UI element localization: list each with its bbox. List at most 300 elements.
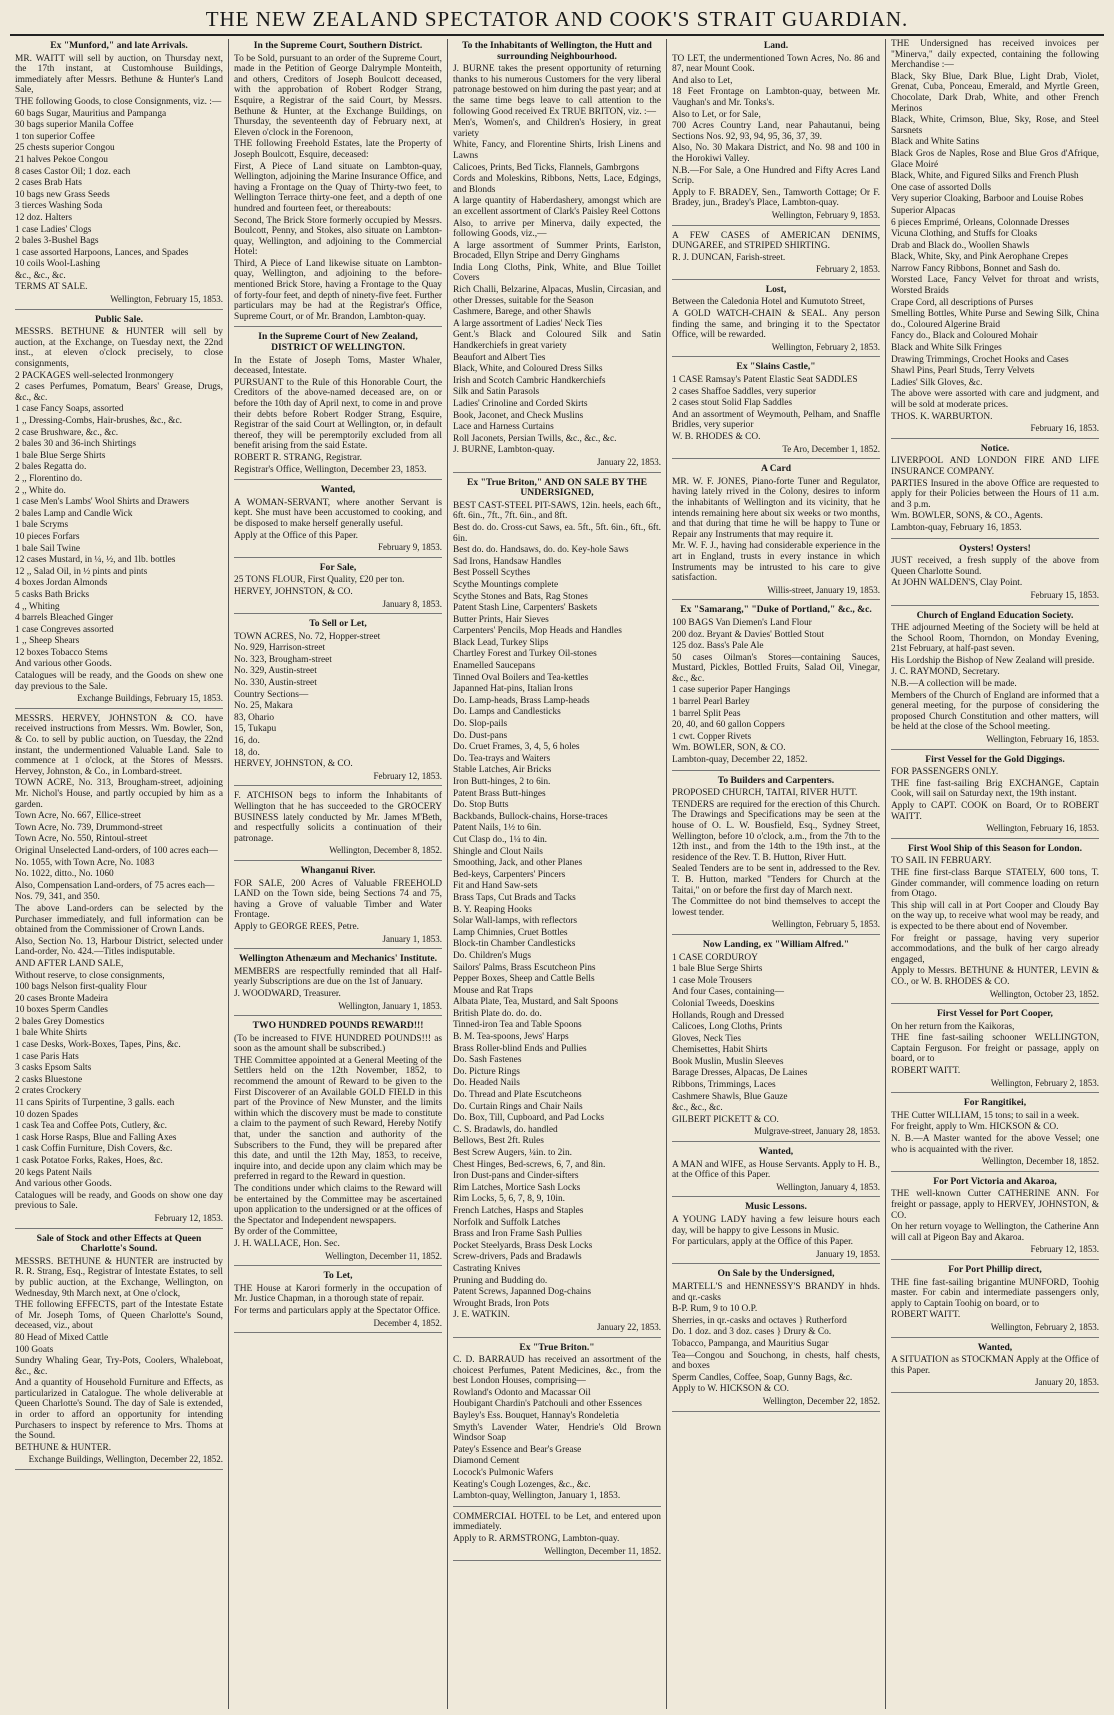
advertisement <box>234 1021 442 1266</box>
ad-text: Butter Prints, Hair Sieves <box>453 614 549 625</box>
ad-text: TERMS AT SALE. <box>15 282 88 293</box>
ad-text: 5 casks Bath Bricks <box>15 589 90 600</box>
ad-text: 2 cases Shaffoe Saddles, very superior <box>672 386 817 397</box>
ad-dateline: Wellington, December 11, 1852. <box>325 1250 442 1261</box>
ad-heading: Wanted, <box>320 484 356 496</box>
ad-text: Irish and Scotch Cambric Handkerchiefs <box>453 375 606 386</box>
ad-text: Smelling Bottles, White Purse and Sewing Silk, China do., Coloured Algerine Braid <box>891 309 1099 330</box>
ad-text: Rim Latches, Mortice Sash Locks <box>453 1182 581 1193</box>
column-4 <box>667 39 886 1709</box>
ad-text: Rowland's Odonto and Macassar Oil <box>453 1387 591 1398</box>
ad-heading: Oysters! Oysters! <box>959 542 1031 554</box>
ad-text: Fit and Hand Saw-sets <box>453 881 538 892</box>
ad-text: On her return from the Kaikoras, <box>891 1021 1015 1032</box>
advertisement <box>453 1343 661 1507</box>
ad-text: Book Muslin, Muslin Sleeves <box>672 1056 784 1067</box>
ad-text: In the Estate of Joseph Toms, Master Whaler, deceased, Intestate. <box>234 355 442 377</box>
advertisement <box>234 954 442 1016</box>
ad-text: 60 bags Sugar, Mauritius and Pampanga <box>15 108 167 119</box>
ad-text: Apply at the Office of this Paper. <box>234 530 359 541</box>
ad-text: Do. Tea-trays and Waiters <box>453 753 551 764</box>
ad-text: MESSRS. BETHUNE & HUNTER are instructed by R. R. Strang, Esq., Registrar of Intestate Estates, to sell by public auction, at the Exchange, Wellington, on Wednesday, 9th March next, at One o'clock, <box>15 1256 223 1299</box>
ad-text: 1 case assorted Harpoons, Lances, and Spades <box>15 247 189 258</box>
ad-text: Do. Dust-pans <box>453 730 508 741</box>
ad-heading: Wanted, <box>977 1341 1013 1353</box>
ad-heading: Now Landing, ex "William Alfred." <box>702 938 850 950</box>
ad-dateline: February 16, 1853. <box>1030 423 1099 434</box>
ad-dateline: February 12, 1853. <box>1030 1244 1099 1255</box>
advertisement <box>453 1512 661 1561</box>
ad-text: ROBERT R. STRANG, Registrar. <box>234 452 362 463</box>
ad-text: 4 ,, Whiting <box>15 601 60 612</box>
ad-heading: To Builders and Carpenters. <box>717 774 835 786</box>
ad-text: 2 ,, Florentino do. <box>15 473 83 484</box>
advertisement <box>891 39 1099 439</box>
ad-text: Smoothing, Jack, and other Planes <box>453 858 583 869</box>
ad-text: Calicoes, Long Cloths, Prints <box>672 1022 783 1033</box>
ad-text: FOR SALE, 200 Acres of Valuable FREEHOLD LAND on the Town side, being Sections 74 and 75, having a Grove of valuable Timber and Water Frontage. <box>234 878 442 921</box>
ad-text: 2 crates Crockery <box>15 1086 82 1097</box>
ad-text: Scythe Stones and Bats, Rag Stones <box>453 591 588 602</box>
ad-text: Norfolk and Suffolk Latches <box>453 1217 561 1228</box>
ad-text: J. H. WALLACE, Hon. Sec. <box>234 1238 340 1249</box>
column-5 <box>886 39 1104 1709</box>
ad-text: THE Committee appointed at a General Meeting of the Settlers held on the 12th November, 1852, to recommend the amount of Reward to be given to the First Discoverer of an Available GOLD FIELD in this part of the Province of New Munster, and the limits within which the discovery must be made to constitute a claim to the payment of such Reward, Hereby Notify that, under the sanction and authority of the Subscribers to the Fund, they will be prepared after this date, and until the 12th May, 1853, to receive, inquire into, and decide upon any claim which may be preferred in regard to the Reward in question. <box>234 1055 442 1183</box>
ad-text: HERVEY, JOHNSTON, & CO. <box>234 586 353 597</box>
ad-dateline: Wellington, February 16, 1853. <box>986 823 1099 834</box>
ad-text: Also, to arrive per Minerva, daily expected, the following Goods, viz.,— <box>453 218 661 240</box>
ad-text: Tinned-iron Tea and Table Spoons <box>453 1020 582 1031</box>
ad-text: Brass Roller-blind Ends and Pullies <box>453 1043 587 1054</box>
ad-text: Mr. W. F. J., having had considerable experience in the art in England, trusts in every instance in which Instruments may be intrusted to his care to give satisfaction. <box>672 541 880 584</box>
advertisement <box>672 1202 880 1264</box>
ad-text: Solar Wall-lamps, with reflectors <box>453 916 578 927</box>
advertisement <box>672 1147 880 1197</box>
advertisement <box>672 605 880 770</box>
ad-text: Between the Caledonia Hotel and Kumutoto Street, <box>672 297 865 308</box>
ad-text: 1 case superior Paper Hangings <box>672 685 791 696</box>
ad-text: No. 1022, ditto., No. 1060 <box>15 869 114 880</box>
ad-text: HERVEY, JOHNSTON, & CO. <box>234 759 353 770</box>
ad-text: 11 cans Spirits of Turpentine, 3 galls. each <box>15 1098 175 1109</box>
ad-text: R. J. DUNCAN, Farish-street. <box>672 252 786 263</box>
ad-text: Houbigant Chardin's Patchouli and other Essences <box>453 1399 642 1410</box>
ad-heading: Music Lessons. <box>745 1201 807 1213</box>
ad-text: Very superior Cloaking, Barboor and Louise Robes <box>891 194 1084 205</box>
ad-text: Tea—Congou and Souchong, in chests, half chests, and boxes <box>672 1350 880 1372</box>
ad-text: THE fine fast-sailing Brig EXCHANGE, Captain Cook, will sail on Saturday next, the 19th instant. <box>891 778 1099 800</box>
ad-dateline: Wellington, February 2, 1853. <box>990 1077 1099 1088</box>
ad-heading: For Port Phillip direct, <box>948 1263 1042 1275</box>
ad-text: 2 case Brushware, &c., &c. <box>15 427 119 438</box>
ad-heading: Lost, <box>765 283 787 295</box>
ad-text: Drawing Trimmings, Crochet Hooks and Cases <box>891 354 1069 365</box>
ad-text: THE House at Karori formerly in the occupation of Mr. Justice Chapman, in a thorough state of repair. <box>234 1283 442 1305</box>
advertisement <box>453 41 661 473</box>
ad-text: And an assortment of Weymouth, Pelham, and Snaffle Bridles, very superior <box>672 409 880 431</box>
ad-text: 100 bags Nelson first-quality Flour <box>15 982 147 993</box>
ad-text: For terms and particulars apply at the Spectator Office. <box>234 1305 441 1316</box>
ad-heading: First Vessel for the Gold Diggings. <box>925 753 1065 765</box>
ad-text: Hollands, Rough and Dressed <box>672 1010 784 1021</box>
ad-dateline: February 12, 1853. <box>154 1212 223 1223</box>
ad-text: The above Land-orders can be selected by the Purchaser immediately, and full information can be obtained from the Commissioner of Crown Lands. <box>15 903 223 936</box>
ad-dateline: Wellington, December 8, 1852. <box>329 845 442 856</box>
ad-text: 1 bale Blue Serge Shirts <box>15 450 106 461</box>
ad-text: Black, White, Crimson, Blue, Sky, Rose, and Steel Sarsnets <box>891 115 1099 136</box>
ad-text: Without reserve, to close consignments, <box>15 970 165 981</box>
ad-text: Mouse and Rat Traps <box>453 985 533 996</box>
ad-dateline: February 9, 1853. <box>378 542 442 553</box>
ad-text: Sundry Whaling Gear, Try-Pots, Coolers, Whaleboat, &c., &c. <box>15 1356 223 1377</box>
ad-text: First, A Piece of Land situate on Lambton-quay, Wellington, adjoining the Marine Insurance Office, and having a Frontage on the Quay of Thirty-two feet, to Wellington Terrace thirty-one feet, and a depth of one hundred and fourteen feet, or thereabouts: <box>234 161 442 214</box>
advertisement <box>453 478 661 1338</box>
ad-text: Catalogues will be ready, and the Goods on shew one day previous to the Sale. <box>15 671 223 692</box>
ad-dateline: Exchange Buildings, February 15, 1853. <box>77 693 223 704</box>
ad-text: Enamelled Saucepans <box>453 661 535 672</box>
ad-text: Original Unselected Land-orders, of 100 acres each— <box>15 845 218 856</box>
ad-text: Catalogues will be ready, and Goods on show one day previous to Sale. <box>15 1190 223 1212</box>
ad-text: ROBERT WAITT. <box>891 1310 961 1321</box>
ad-text: French Latches, Hasps and Staples <box>453 1205 584 1216</box>
ad-text: Gloves, Neck Ties <box>672 1033 742 1044</box>
ad-dateline: Wellington, December 11, 1852. <box>544 1545 661 1556</box>
ad-text: Black, White, Sky, and Pink Aerophane Crepes <box>891 252 1069 263</box>
column-3 <box>448 39 667 1709</box>
ad-text: C. S. Bradawls, do. handled <box>453 1124 558 1135</box>
ad-text: J. E. WATKIN. <box>453 1310 510 1321</box>
ad-text: A large assortment of Summer Prints, Earlston, Brocaded, Ellyn Stripe and Derry Ginghams <box>453 240 661 262</box>
ad-dateline: Wellington, December 18, 1852. <box>981 1156 1099 1167</box>
ad-text: Bed-keys, Carpenters' Pincers <box>453 869 566 880</box>
ad-text: TO LET, the undermentioned Town Acres, No. 86 and 87, near Mount Cook. <box>672 53 880 75</box>
ad-text: Iron Dust-pans and Cinder-sifters <box>453 1171 579 1182</box>
advertisement <box>234 1271 442 1333</box>
ad-text: &c., &c., &c. <box>15 270 66 281</box>
ad-heading: Church of England Education Society. <box>916 609 1074 621</box>
ad-text: Also, No. 30 Makara District, and No. 98 and 100 in the Horokiwi Valley. <box>672 143 880 164</box>
ad-text: Brass Taps, Cut Brads and Tacks <box>453 892 576 903</box>
ad-text: Chartley Forest and Turkey Oil-stones <box>453 649 597 660</box>
ad-text: A SITUATION as STOCKMAN Apply at the Office of this Paper. <box>891 1355 1099 1376</box>
ad-text: 25 chests superior Congou <box>15 143 115 154</box>
advertisement <box>672 362 880 459</box>
ad-text: N.B.—For Sale, a One Hundred and Fifty Acres Land Scrip. <box>672 165 880 187</box>
ad-text: Rim Locks, 5, 6, 7, 8, 9, 10in. <box>453 1194 565 1205</box>
ad-dateline: Wellington, October 23, 1852. <box>989 988 1099 999</box>
ad-text: 1 CASE Ramsay's Patent Elastic Seat SADDLES <box>672 375 858 386</box>
ad-text: A WOMAN-SERVANT, where another Servant is kept. She must have been accustomed to cooking, and be disposed to make herself generally useful. <box>234 497 442 529</box>
ad-text: Nos. 79, 341, and 350. <box>15 892 100 903</box>
ad-text: W. B. RHODES & CO. <box>672 432 761 442</box>
advertisement <box>672 1269 880 1411</box>
advertisement <box>15 1234 223 1470</box>
ad-text: GILBERT PICKETT & CO. <box>672 1114 779 1125</box>
ad-text: Best Screw Augers, ¼in. to 2in. <box>453 1148 572 1158</box>
ad-heading: Ex "True Briton." <box>519 1341 595 1353</box>
ad-text: 2 ,, White do. <box>15 485 66 496</box>
ad-text: Best do. do. Cross-cut Saws, ea. 5ft., 5ft. 6in., 6ft., 6ft. 6in. <box>453 522 661 544</box>
advertisement <box>891 1177 1099 1260</box>
ad-text: B-P. Rum, 9 to 10 O.P. <box>672 1304 758 1315</box>
ad-text: Third, A Piece of Land likewise situate on Lambton-quay, Wellington, and adjoining to the before-mentioned Brick Store, having a Frontage to the Quay of forty-four feet, and depth of ninety-five feet. Further particulars may be had at the Registrar's Office, Supreme Court, or of Mr. Brandon, Lambton-quay. <box>234 258 442 322</box>
ad-text: Shingle and Clout Nails <box>453 846 543 857</box>
ad-heading: In the Supreme Court of New Zealand, DISTRICT OF WELLINGTON. <box>258 331 418 354</box>
ad-text: THE adjourned Meeting of the Society will be held at the School Room, Thorndon, on Monday Evening, 21st February, at half-past seven. <box>891 623 1099 655</box>
ad-text: Barage Dresses, Alpacas, De Laines <box>672 1068 808 1079</box>
ad-text: 1 cask Tea and Coffee Pots, Cutlery, &c. <box>15 1121 167 1132</box>
ad-text: Carpenters' Pencils, Mop Heads and Handles <box>453 626 622 637</box>
ad-text: Sailors' Palms, Brass Escutcheon Pins <box>453 962 596 973</box>
ad-text: 18 Feet Frontage on Lambton-quay, between Mr. Vaughan's and Mr. Tonks's. <box>672 87 880 108</box>
ad-text: Superior Alpacas <box>891 205 956 216</box>
ad-text: Patey's Essence and Bear's Grease <box>453 1444 582 1455</box>
masthead-rule <box>10 34 1104 36</box>
ad-heading: TWO HUNDRED POUNDS REWARD!!! <box>252 1020 424 1032</box>
ad-text: Also to Let, or for Sale, <box>672 109 761 120</box>
ad-text: Black Gros de Naples, Rose and Blue Gros d'Afrique, Glace Moiré <box>891 148 1099 170</box>
ad-text: Pruning and Budding do. <box>453 1275 548 1286</box>
ad-text: 10 pieces Forfars <box>15 531 80 542</box>
ad-text: &c., &c., &c. <box>672 1103 723 1114</box>
column-1 <box>10 39 229 1709</box>
ad-text: Tobacco, Pampanga, and Mauritius Sugar <box>672 1338 829 1349</box>
ad-text: J. BURNE, Lambton-quay. <box>453 445 555 456</box>
ad-dateline: Wellington, February 2, 1853. <box>771 341 880 352</box>
ad-text: 700 Acres Country Land, near Pahautanui, being Sections Nos. 92, 93, 94, 95, 36, 37, 39. <box>672 121 880 142</box>
ad-text: 10 boxes Sperm Candles <box>15 1005 108 1016</box>
ad-text: And also to Let, <box>672 75 733 86</box>
ad-text: Rich Challi, Belzarine, Alpacas, Muslin, Circasian, and other Dresses, suitable for the Season <box>453 285 661 306</box>
ad-text: 8 cases Castor Oil; 1 doz. each <box>15 166 131 177</box>
ad-text: 10 dozen Spades <box>15 1109 79 1120</box>
ad-text: 20, 40, and 60 gallon Coppers <box>672 720 785 731</box>
ad-text: Town Acre, No. 550, Rintoul-street <box>15 834 148 845</box>
ad-text: Town Acre, No. 739, Drummond-street <box>15 822 163 833</box>
ad-text: 1 cask Coffin Furniture, Dish Covers, &c. <box>15 1144 173 1155</box>
ad-text: Sperm Candles, Coffee, Soap, Gunny Bags, &c. <box>672 1372 853 1383</box>
ad-text: Backbands, Bullock-chains, Horse-traces <box>453 811 608 822</box>
ad-dateline: Wellington, February 2, 1853. <box>990 1321 1099 1332</box>
ad-text: Do. Curtain Rings and Chair Nails <box>453 1101 583 1112</box>
advertisement <box>891 1009 1099 1093</box>
ad-text: Keating's Cough Lozenges, &c., &c. <box>453 1479 591 1490</box>
ad-text: Lace and Harness Curtains <box>453 422 554 433</box>
ad-text: 1 case Paris Hats <box>15 1051 79 1062</box>
ad-text: 1 case Men's Lambs' Wool Shirts and Drawers <box>15 497 190 508</box>
ad-text: N. B.—A Master wanted for the above Vessel; one who is acquainted with the river. <box>891 1134 1099 1155</box>
ad-text: THE Undersigned has received invoices per "Minerva," daily expected, containing the following Merchandise :— <box>891 39 1099 71</box>
ad-text: B. Y. Reaping Hooks <box>453 904 532 915</box>
ad-text: ROBERT WAITT. <box>891 1066 961 1077</box>
ad-text: MESSRS. HERVEY, JOHNSTON & CO. have received instructions from Messrs. Wm. Bowler, Son, & Co. to sell by public auction, on Tuesday, the 22nd instant, the undermentioned Valuable Land. Sale to commence at 1 o'clock, at the Stores of Messrs. Hervey, Johnston, & Co., in Lombard-street. <box>15 713 223 777</box>
ad-text: TOWN ACRES, No. 72, Hopper-street <box>234 631 381 642</box>
ad-text: Cords and Moleskins, Ribbons, Netts, Lace, Edgings, and Blonds <box>453 174 661 195</box>
ad-heading: To Sell or Let, <box>309 618 367 630</box>
ad-text: Registrar's Office, Wellington, December 23, 1853. <box>234 464 427 475</box>
ad-text: No. 25, Makara <box>234 701 293 712</box>
ad-dateline: December 4, 1852. <box>373 1317 442 1328</box>
ad-text: Shawl Pins, Pearl Studs, Terry Velvets <box>891 366 1035 377</box>
ad-text: JUST received, a fresh supply of the above from Queen Charlotte Sound. <box>891 556 1099 577</box>
ad-text: Colonial Tweeds, Doeskins <box>672 998 775 1009</box>
ad-text: 1 case Fancy Soaps, assorted <box>15 404 124 415</box>
ad-text: Apply to F. BRADEY, Sen., Tamworth Cottage; Or F. Bradey, jun., Bradey's Place, Lambton-quay. <box>672 187 880 209</box>
advertisement <box>891 1343 1099 1393</box>
ad-text: THOS. K. WARBURTON. <box>891 411 993 422</box>
ad-text: Chest Hinges, Bed-screws, 6, 7, and 8in. <box>453 1159 606 1170</box>
ad-heading: Ex "Munford," and late Arrivals. <box>50 40 188 51</box>
ad-text: Members of the Church of England are informed that a general meeting, for the purpose of considering the proposed Church Constitution and other matters, will be held at the close of the School meeting. <box>891 690 1099 733</box>
ad-text: And a quantity of Household Furniture and Effects, as particularized in Catalogue. The whole deliverable at Queen Charlotte's Sound. The day of Sale is extended, in order to afford an opportunity for intending Purchasers to inspect by reference to Mrs. Thoms at the Sound. <box>15 1378 223 1442</box>
ad-text: THE Cutter WILLIAM, 15 tons; to sail in a week. <box>891 1110 1080 1121</box>
advertisement <box>672 41 880 226</box>
ad-dateline: Wellington, February 16, 1853. <box>986 734 1099 745</box>
ad-text: Do. Box, Till, Cupboard, and Pad Locks <box>453 1113 605 1124</box>
ad-text: Wm. BOWLER, SONS, & CO., Agents. <box>891 511 1043 522</box>
advertisement <box>234 619 442 786</box>
ad-text: For particulars, apply at the Office of this Paper. <box>672 1237 854 1248</box>
advertisement <box>234 563 442 614</box>
ad-heading: Wellington Athenæum and Mechanics' Institute. <box>238 953 438 965</box>
ad-text: British Plate do. do. do. <box>453 1008 542 1019</box>
ad-heading: For Sale, <box>319 561 357 573</box>
ad-text: One case of assorted Dolls <box>891 182 991 193</box>
ad-text: Do. Lamp-heads, Brass Lamp-heads <box>453 695 590 706</box>
ad-text: Do. Thread and Plate Escutcheons <box>453 1090 582 1101</box>
ad-text: 1 cwt. Copper Rivets <box>672 731 752 742</box>
ad-text: Do. Headed Nails <box>453 1078 520 1089</box>
ad-text: 2 PACKAGES well-selected Ironmongery <box>15 370 174 381</box>
ad-text: 25 TONS FLOUR, First Quality, £20 per ton. <box>234 575 405 586</box>
ad-text: For freight or passage, having very superior accommodations, and the bulk of her cargo already engaged, <box>891 933 1099 965</box>
ad-text: 2 casks Bluestone <box>15 1074 83 1085</box>
ad-text: J. WOODWARD, Treasurer. <box>234 988 341 999</box>
ad-text: The conditions under which claims to the Reward will be entertained by the Committee may be ascertained upon application to the undersigned or at the offices of the Spectator and Independent newspapers. <box>234 1184 442 1226</box>
ad-dateline: February 12, 1853. <box>373 770 442 781</box>
ad-text: 2 bales 3-Bushel Bags <box>15 236 99 247</box>
ad-text: Also, Compensation Land-orders, of 75 acres each— <box>15 880 215 891</box>
ad-text: On her return voyage to Wellington, the Catherine Ann will call at Pigeon Bay and Akaroa. <box>891 1222 1099 1243</box>
ad-text: 1 cask Potatoe Forks, Rakes, Hoes, &c. <box>15 1156 163 1166</box>
ad-text: Men's, Women's, and Children's Hosiery, in great variety <box>453 118 661 139</box>
advertisement <box>234 41 442 327</box>
ad-dateline: February 15, 1853. <box>1030 589 1099 600</box>
ad-text: Do. Sash Fastenes <box>453 1055 522 1066</box>
ad-text: Black Lead, Turkey Slips <box>453 637 549 648</box>
advertisement <box>15 41 223 310</box>
ad-text: Black and White Silk Fringes <box>891 343 1002 354</box>
ad-text: 2 bales Regatta do. <box>15 462 87 473</box>
ad-text: And four Cases, containing— <box>672 987 784 998</box>
ad-text: B. M. Tea-spoons, Jews' Harps <box>453 1032 569 1043</box>
ad-text: 30 bags superior Manila Coffee <box>15 120 134 131</box>
ad-text: Roll Jaconets, Persian Twills, &c., &c., &c. <box>453 433 617 444</box>
ad-text: 15, Tukapu <box>234 724 277 735</box>
ad-text: A MAN and WIFE, as House Servants. Apply to H. B., at the Office of this Paper. <box>672 1159 880 1181</box>
ad-dateline: Wellington, January 4, 1853. <box>776 1181 880 1192</box>
ad-text: Castrating Knives <box>453 1263 521 1274</box>
ad-heading: Sale of Stock and other Effects at Queen Charlotte's Sound. <box>36 1232 202 1255</box>
ad-text: Best do. do. Handsaws, do. do. Key-hole Saws <box>453 545 629 556</box>
advertisement <box>234 791 442 861</box>
ad-text: F. ATCHISON begs to inform the Inhabitants of Wellington that he has succeeded to the GROCERY BUSINESS lately conducted by Mr. James M'Beth, and respectfully solicits a continuation of their patronage. <box>234 791 442 844</box>
ad-text: Apply to GEORGE REES, Petre. <box>234 921 359 932</box>
ad-heading: For Rangitikei, <box>963 1097 1027 1109</box>
advertisement <box>891 544 1099 606</box>
advertisement <box>672 940 880 1142</box>
ad-text: 1 case Mole Trousers <box>672 975 752 986</box>
ad-dateline: January 8, 1853. <box>382 598 442 609</box>
ad-text: 1 case Desks, Work-Boxes, Tapes, Pins, &c. <box>15 1040 181 1051</box>
ad-text: 1 bale White Shirts <box>15 1028 87 1039</box>
ad-dateline: February 2, 1853. <box>816 264 880 275</box>
ad-heading: In the Supreme Court, Southern District. <box>253 40 423 51</box>
ad-text: 10 coils Wool-Lashing <box>15 259 101 270</box>
ad-text: White, Fancy, and Florentine Shirts, Irish Linens and Lawns <box>453 140 661 161</box>
ad-text: THE following Freehold Estates, late the Property of Joseph Boulcott, Esquire, deceased: <box>234 139 442 160</box>
ad-text: Vicuna Clothing, and Stuffs for Cloaks <box>891 229 1038 240</box>
ad-text: No. 929, Harrison-street <box>234 643 326 654</box>
advertisement <box>891 1098 1099 1172</box>
ad-text: Do. Lamps and Candlesticks <box>453 707 561 718</box>
ad-text: Crape Cord, all descriptions of Purses <box>891 297 1034 308</box>
ad-dateline: January 1, 1853. <box>382 933 442 944</box>
ad-text: Ribbons, Trimmings, Laces <box>672 1080 776 1091</box>
columns <box>10 39 1104 1709</box>
ad-text: Drab and Black do., Woollen Shawls <box>891 240 1030 251</box>
ad-dateline: Mulgrave-street, January 28, 1853. <box>754 1126 880 1137</box>
ad-text: Fancy do., Black and Coloured Mohair <box>891 331 1038 342</box>
ad-text: A FEW CASES of AMERICAN DENIMS, DUNGAREE, and STRIPED SHIRTING. <box>672 230 880 252</box>
ad-text: Albata Plate, Tea, Mustard, and Salt Spoons <box>453 997 619 1008</box>
ad-text: India Long Cloths, Pink, White, and Blue Toillet Covers <box>453 262 661 284</box>
ad-heading: Land. <box>763 40 789 51</box>
ad-text: COMMERCIAL HOTEL to be Let, and entered upon immediately. <box>453 1511 661 1533</box>
ad-text: By order of the Committee, <box>234 1227 338 1238</box>
ad-heading: First Wool Ship of this Season for London. <box>908 842 1082 854</box>
masthead: THE NEW ZEALAND SPECTATOR AND COOK'S STRAIT GUARDIAN. <box>205 7 909 31</box>
ad-text: THE fine first-class Barque STATELY, 600 tons, T. Ginder commander, will commence loading on return from Otago. <box>891 867 1099 900</box>
ad-text: Black, White, and Figured Silks and French Plush <box>891 171 1079 182</box>
ad-heading: To Let, <box>323 1270 353 1282</box>
ad-text: MESSRS. BETHUNE & HUNTER will sell by auction, at the Exchange, on Tuesday next, the 22nd inst., at eleven o'clock precisely, to close consignments, <box>15 327 223 370</box>
advertisement <box>672 285 880 358</box>
ad-text: Do. Cruet Frames, 3, 4, 5, 6 holes <box>453 742 580 753</box>
ad-text: 1 bale Blue Serge Shirts <box>672 964 763 975</box>
ad-text: 6 pieces Emprimé, Orleans, Colonnade Dresses <box>891 217 1070 228</box>
ad-text: Apply to CAPT. COOK on Board, Or to ROBERT WAITT. <box>891 801 1099 822</box>
ad-text: Black, Sky Blue, Dark Blue, Light Drab, Violet, Grenat, Cuba, Ponceau, Emerald, and Myrtle Green, Chocolate, Dark Drab, White, and other French Merinos <box>891 71 1099 114</box>
ad-text: 1 ton superior Coffee <box>15 131 95 142</box>
ad-text: MR. WAITT will sell by auction, on Thursday next, the 17th instant, at Customhouse Buildings, immediately after Messrs. Bethune & Hunter's Land Sale, <box>15 53 223 96</box>
ad-text: MEMBERS are respectfully reminded that all Half-yearly Subscriptions are due on the 1st of January. <box>234 966 442 988</box>
advertisement <box>891 755 1099 839</box>
ad-text: MARTELL'S and HENNESSY'S BRANDY in hhds. and qr.-casks <box>672 1281 880 1303</box>
ad-text: Best Possell Scythes <box>453 568 531 579</box>
ad-dateline: Te Aro, December 1, 1852. <box>782 443 880 454</box>
ad-text: No. 330, Austin-street <box>234 678 317 689</box>
ad-text: Pocket Steelyards, Brass Desk Locks <box>453 1240 593 1251</box>
ad-text: A large quantity of Haberdashery, amongst which are an excellent assortment of Clark's Paisley Reel Cottons <box>453 196 661 217</box>
ad-text: 100 Goats <box>15 1344 54 1355</box>
ad-text: TO SAIL IN FEBRUARY. <box>891 856 992 867</box>
ad-text: Sherries, in qr.-casks and octaves } Rutherford <box>672 1315 847 1326</box>
ad-text: Gent.'s Black and Coloured Silk and Satin Handkerchiefs in great variety <box>453 330 661 352</box>
ad-text: TENDERS are required for the erection of this Church. The Drawings and Specifications may be seen at the house of O. L. W. Bousfield, Esq., Sydney Street, Wellington, before 10 o'clock, a.m., from the 7th to the 12th inst., and from the 14th to the 19th inst., at the residence of the Rev. T. B. Hutton, River Hutt. <box>672 799 880 863</box>
ad-text: 1 cask Horse Rasps, Blue and Falling Axes <box>15 1132 177 1143</box>
ad-text: 80 Head of Mixed Cattle <box>15 1332 109 1343</box>
